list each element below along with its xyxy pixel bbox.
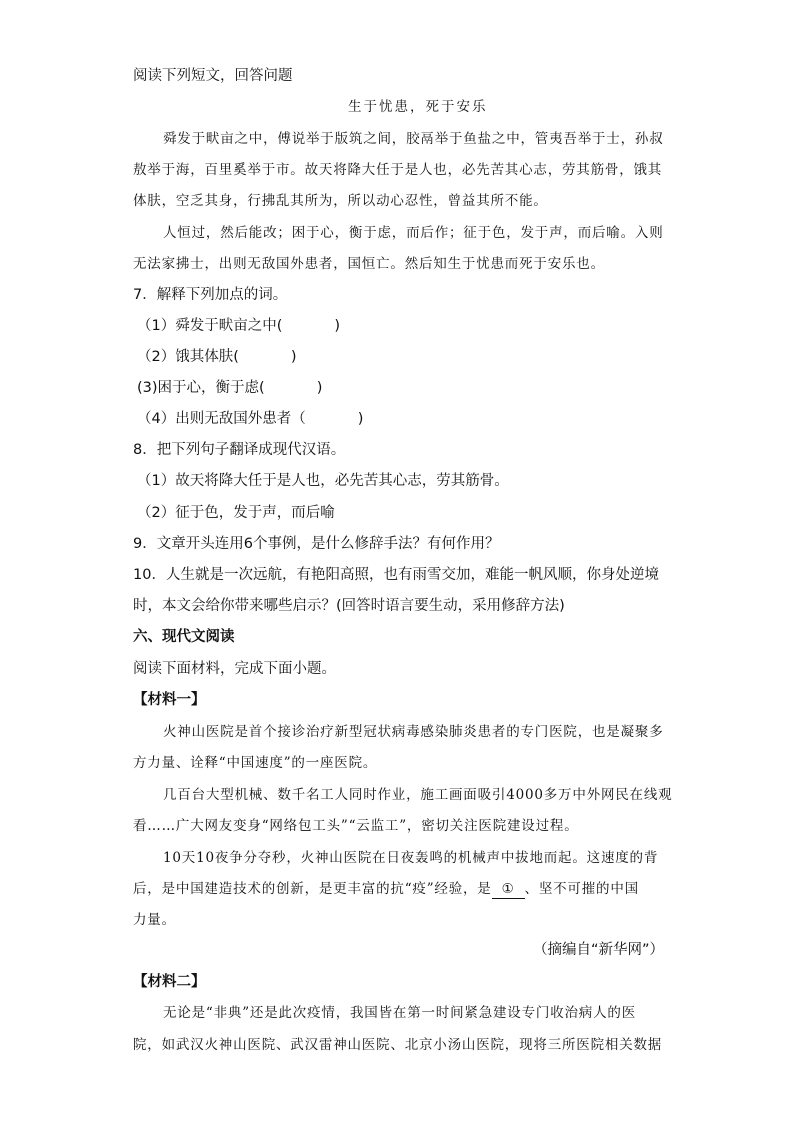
material-2-paragraph-1-line-2: 院，如武汉火神山医院、武汉雷神山医院、北京小汤山医院，现将三所医院相关数据 bbox=[133, 1037, 663, 1053]
paragraph-text: 后，是中国建造技术的创新，是更丰富的抗“疫”经验，是 bbox=[133, 881, 492, 897]
reading-instruction: 阅读下列短文，回答问题 bbox=[133, 68, 293, 84]
item-number: （1） bbox=[137, 473, 176, 489]
question-8-item-1 bbox=[137, 471, 509, 491]
paragraph-text: 、坚不可摧的中国 bbox=[524, 881, 639, 897]
material-2-label: 【材料二】 bbox=[133, 974, 206, 990]
item-close: ) bbox=[334, 318, 341, 334]
question-7-item-4 bbox=[137, 409, 363, 429]
item-text: 故天将降大任于是人也，必先苦其心志，劳其筋骨。 bbox=[175, 473, 509, 489]
question-10-line-2: 时，本文会给你带来哪些启示？(回答时语言要生动，采用修辞方法) bbox=[133, 598, 565, 614]
item-number: (3) bbox=[137, 380, 158, 396]
material-1-paragraph-2-line-2: 看……广大网友变身“网络包工头”“云监工”，密切关注医院建设过程。 bbox=[133, 818, 579, 834]
item-text: 出则无敌国外患者（ bbox=[175, 411, 306, 427]
material-1-paragraph-3-line-2 bbox=[133, 879, 639, 899]
material-1-label: 【材料一】 bbox=[133, 692, 206, 708]
passage-paragraph-1-line-2: 敖举于海，百里奚举于市。故天将降大任于是人也，必先苦其心志，劳其筋骨，饿其 bbox=[133, 162, 663, 178]
material-1-paragraph-1-line-1: 火神山医院是首个接诊治疗新型冠状病毒感染肺炎患者的专门医院，也是凝聚多 bbox=[163, 724, 664, 740]
material-1-paragraph-3-line-3: 力量。 bbox=[133, 912, 176, 928]
material-1-paragraph-3-line-1: 10天10夜争分夺秒，火神山医院在日夜轰鸣的机械声中拔地而起。这速度的背 bbox=[163, 850, 659, 866]
fill-in-blank-1[interactable]: ① bbox=[492, 880, 525, 899]
section-6-instruction: 阅读下面材料，完成下面小题。 bbox=[133, 661, 336, 677]
question-7-item-2 bbox=[137, 347, 297, 367]
question-8-item-2 bbox=[137, 503, 335, 523]
item-close: ) bbox=[316, 380, 323, 396]
item-close: ) bbox=[357, 411, 364, 427]
material-1-source: （摘编自“新华网”） bbox=[533, 942, 665, 958]
item-number: （4） bbox=[137, 411, 176, 427]
item-number: （2） bbox=[137, 349, 176, 365]
item-text: 舜发于畎亩之中( bbox=[175, 318, 283, 334]
question-7-stem: 7．解释下列加点的词。 bbox=[133, 287, 288, 303]
passage-title: 生于忧患，死于安乐 bbox=[348, 99, 488, 115]
passage-paragraph-1-line-1: 舜发于畎亩之中，傅说举于版筑之间，胶鬲举于鱼盐之中，管夷吾举于士，孙叔 bbox=[163, 131, 664, 147]
question-9-stem: 9．文章开头连用6个事例，是什么修辞手法？有何作用？ bbox=[133, 536, 500, 552]
material-2-paragraph-1-line-1: 无论是“非典”还是此次疫情，我国皆在第一时间紧急建设专门收治病人的医 bbox=[163, 1005, 637, 1021]
question-8-stem: 8．把下列句子翻译成现代汉语。 bbox=[133, 442, 346, 458]
item-text: 征于色，发于声，而后喻 bbox=[175, 505, 335, 521]
material-1-paragraph-1-line-2: 方力量、诠释“中国速度”的一座医院。 bbox=[133, 755, 378, 771]
passage-paragraph-2-line-2: 无法家拂士，出则无敌国外患者，国恒亡。然后知生于忧患而死于安乐也。 bbox=[133, 256, 605, 272]
material-1-paragraph-2-line-1: 几百台大型机械、数千名工人同时作业，施工画面吸引4000多万中外网民在线观 bbox=[163, 787, 673, 803]
item-number: （1） bbox=[137, 318, 176, 334]
item-number: （2） bbox=[137, 505, 176, 521]
item-text: 饿其体肤( bbox=[175, 349, 239, 365]
passage-paragraph-2-line-1: 人恒过，然后能改；困于心，衡于虑，而后作；征于色，发于声，而后喻。入则 bbox=[163, 225, 664, 241]
section-6-heading: 六、现代文阅读 bbox=[133, 629, 235, 645]
item-close: ) bbox=[290, 349, 297, 365]
item-text: 困于心，衡于虑( bbox=[157, 380, 265, 396]
question-7-item-3 bbox=[137, 378, 322, 398]
question-7-item-1 bbox=[137, 316, 340, 336]
question-10-line-1: 10．人生就是一次远航，有艳阳高照，也有雨雪交加，难能一帆风顺，你身处逆境 bbox=[133, 567, 659, 583]
passage-paragraph-1-line-3: 体肤，空乏其身，行拂乱其所为，所以动心忍性，曾益其所不能。 bbox=[133, 193, 548, 209]
